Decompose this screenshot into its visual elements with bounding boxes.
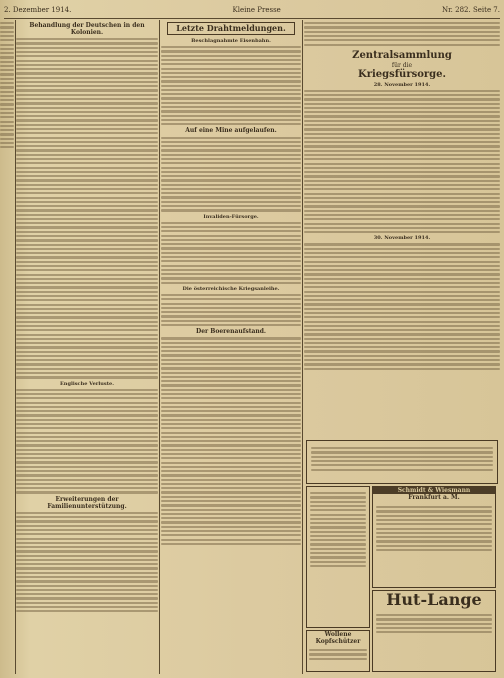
ad-hut-lange [372,590,496,672]
article-text [161,222,301,284]
headline-zentralsammlung: Zentralsammlung [352,49,452,61]
headline-boeren: Der Boerenaufstand. [195,328,267,336]
article-text [161,337,301,545]
article-text [16,38,158,378]
column-1 [16,20,158,674]
ad-wolle-title: Wollene Kopfschützer [315,631,361,645]
page-header [4,2,500,19]
donor-list [304,243,500,369]
column-rule [302,20,303,674]
date-heading: 28. November 1914. [373,81,431,88]
headline-invaliden: Invaliden-Fürsorge. [203,213,259,220]
header-page: Nr. 282. Seite 7. [441,6,500,14]
date-heading: 30. November 1914. [373,235,431,242]
headline-kriegsfuersorge: Kriegsfürsorge. [358,68,446,80]
headline-fuer-die: für die [391,61,413,69]
article-text [161,294,301,326]
column-rule [159,20,160,674]
header-date: 2. Dezember 1914. [4,6,72,14]
article-text [16,512,158,613]
column-2 [161,20,301,674]
advertisements [304,440,500,674]
ad-wolle [306,630,370,672]
headline-mine: Auf eine Mine aufgelaufen. [185,127,277,135]
ad-hut-lange-logo: Hut-Lange [386,590,482,609]
ad-schmidt-city: Frankfurt a. M. [408,494,460,501]
headline-drahtmeldungen: Letzte Drahtmeldungen. [167,22,295,35]
ad-schmidt-title: Schmidt & Wiesmann [373,487,495,494]
article-text [304,22,500,46]
article-text [161,46,301,125]
headline-verluste: Englische Verluste. [60,380,114,387]
headline-kriegsanleihe: Die österreichische Kriegsanleihe. [182,285,280,292]
headline-familien: Erweiterungen der Familienunterstützung. [47,495,127,510]
article-text [16,389,158,494]
article-text [161,137,301,212]
ad-schmidt [372,486,496,588]
headline-kolonien: Behandlung der Deutschen in den Kolonien. [29,22,145,36]
ad-left [306,486,370,628]
header-title: Kleine Presse [232,6,281,14]
ad-notice [306,440,498,484]
cropped-column [0,20,14,674]
column-3 [304,20,500,438]
headline-eisenbahn: Beschlagnahmte Eisenbahn. [191,38,271,44]
donor-list [304,90,500,233]
